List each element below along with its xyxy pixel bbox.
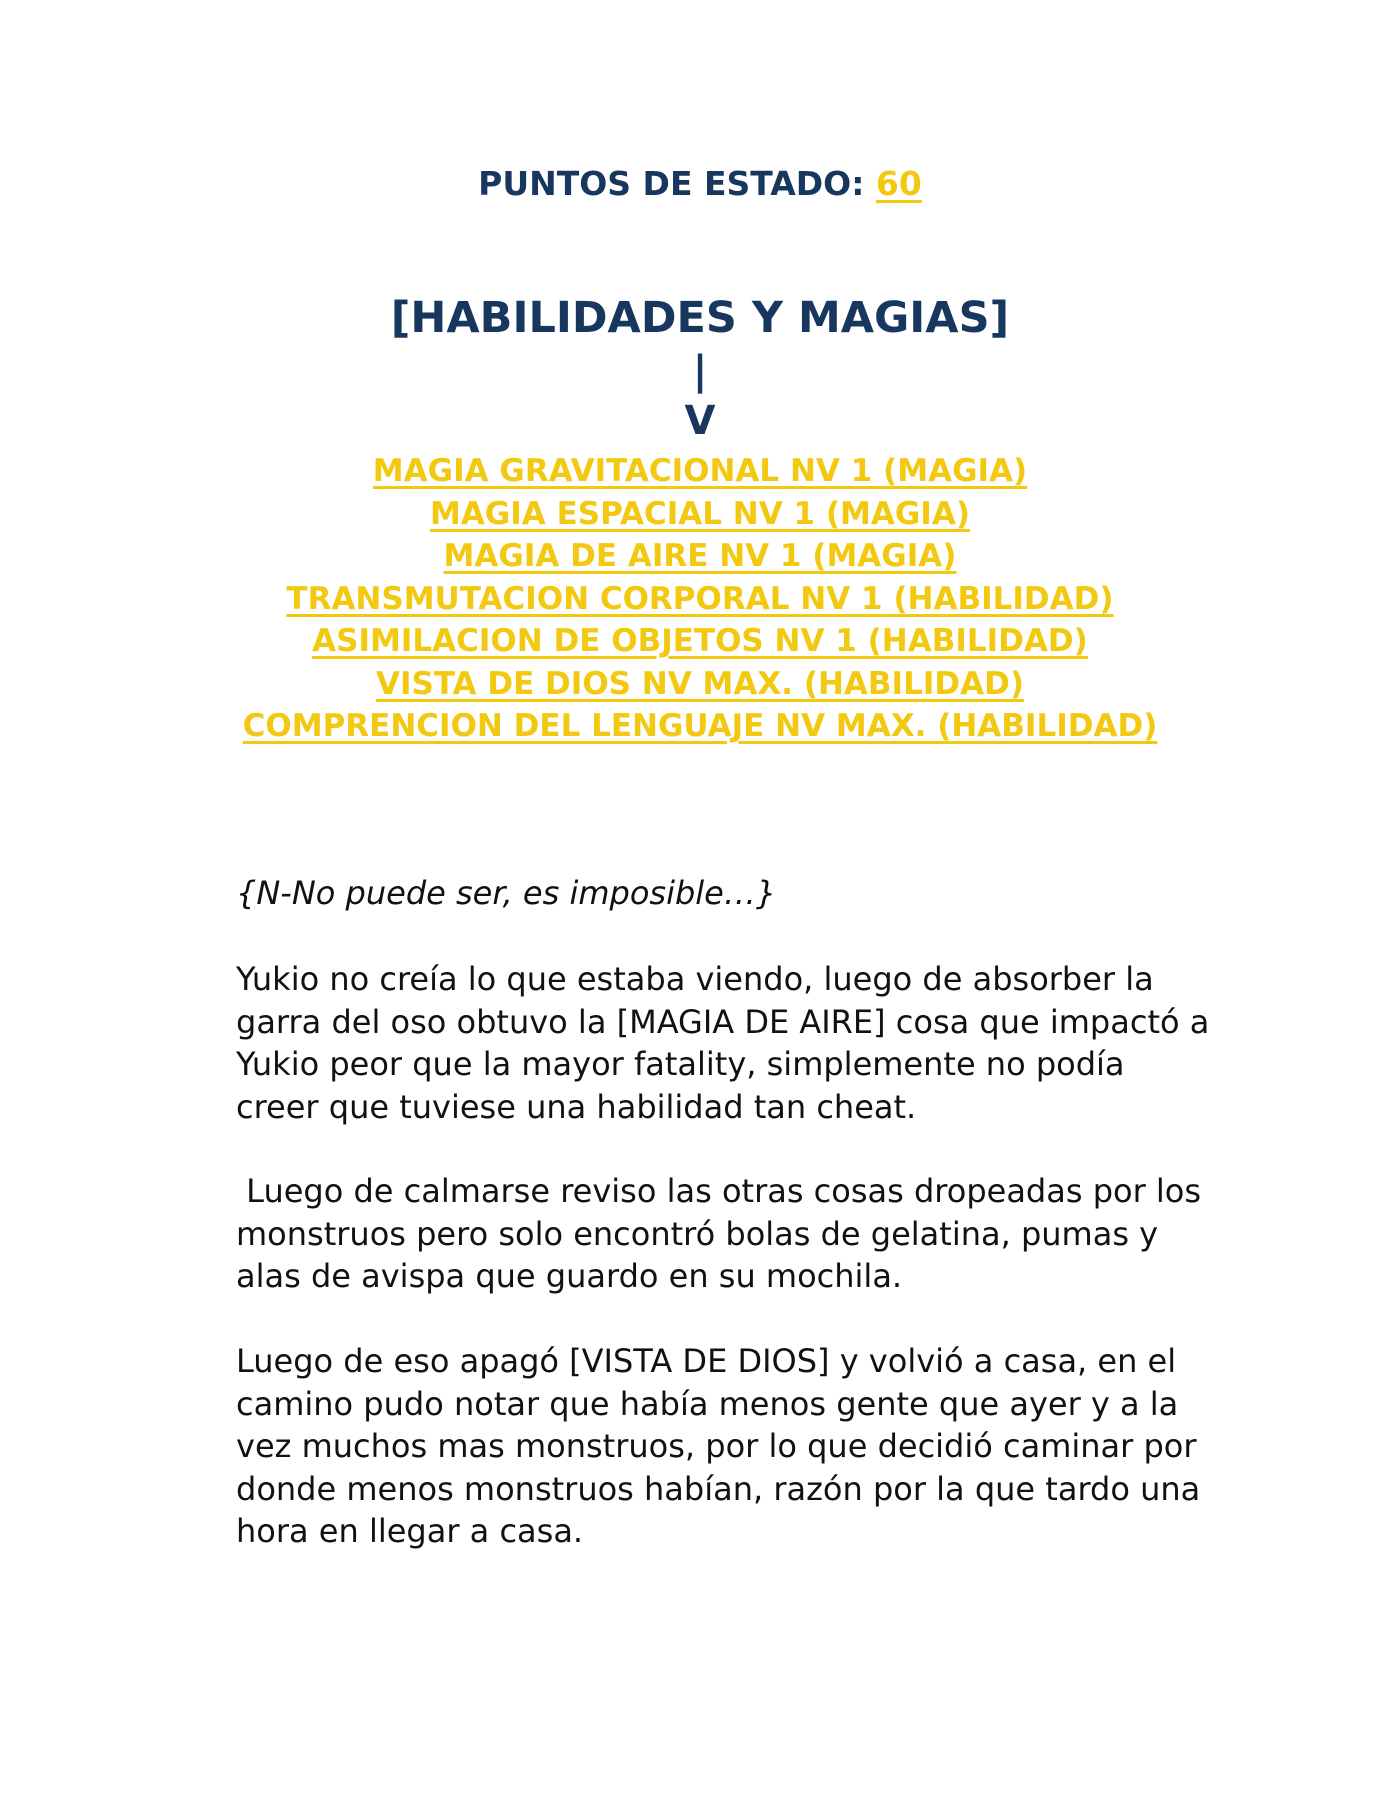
- skill-item: [0, 535, 1400, 578]
- paragraph-2: Luego de calmarse reviso las otras cosas dropeadas por los monstruos pero solo encontró bolas de gelatina, pumas y alas de avispa que guardo en su mochila.: [236, 1172, 1212, 1295]
- status-points-value: 60: [875, 164, 922, 203]
- skill-item: [0, 663, 1400, 706]
- skill-label: COMPRENCION DEL LENGUAJE NV MAX. (HABILIDAD): [242, 708, 1158, 744]
- status-points-line: [0, 162, 1400, 206]
- skill-label: VISTA DE DIOS NV MAX. (HABILIDAD): [375, 665, 1025, 702]
- arrow-down: V: [684, 398, 716, 444]
- status-points-label: PUNTOS DE ESTADO:: [478, 164, 876, 203]
- arrow-pipe: |: [692, 348, 708, 394]
- paragraph-3: Luego de eso apagó [VISTA DE DIOS] y volvió a casa, en el camino pudo notar que había menos gente que ayer y a la vez muchos mas monstruos, por lo que decidió caminar por donde menos monstruos habían, razón por la que tardo una hora en llegar a casa.: [236, 1342, 1201, 1550]
- thought-line: {N-No puede ser, es imposible…}: [236, 874, 777, 912]
- skill-item: [0, 705, 1400, 748]
- skill-label: TRANSMUTACION CORPORAL NV 1 (HABILIDAD): [286, 580, 1114, 617]
- skill-item: [0, 578, 1400, 621]
- skill-label: MAGIA DE AIRE NV 1 (MAGIA): [443, 538, 957, 574]
- skills-heading: [HABILIDADES Y MAGIAS]: [390, 293, 1010, 343]
- paragraph-1: Yukio no creía lo que estaba viendo, luego de absorber la garra del oso obtuvo la [MAGIA DE AIRE] cosa que impactó a Yukio peor que la mayor fatality, simplemente no podía creer que tuviese una habilidad tan cheat.: [236, 960, 1210, 1126]
- skills-list: [0, 450, 1400, 748]
- skill-label: MAGIA ESPACIAL NV 1 (MAGIA): [429, 495, 971, 532]
- skill-item: [0, 493, 1400, 536]
- skill-label: MAGIA GRAVITACIONAL NV 1 (MAGIA): [372, 453, 1028, 489]
- skill-label: ASIMILACION DE OBJETOS NV 1 (HABILIDAD): [312, 623, 1088, 659]
- skill-item: [0, 620, 1400, 663]
- skill-item: [0, 450, 1400, 493]
